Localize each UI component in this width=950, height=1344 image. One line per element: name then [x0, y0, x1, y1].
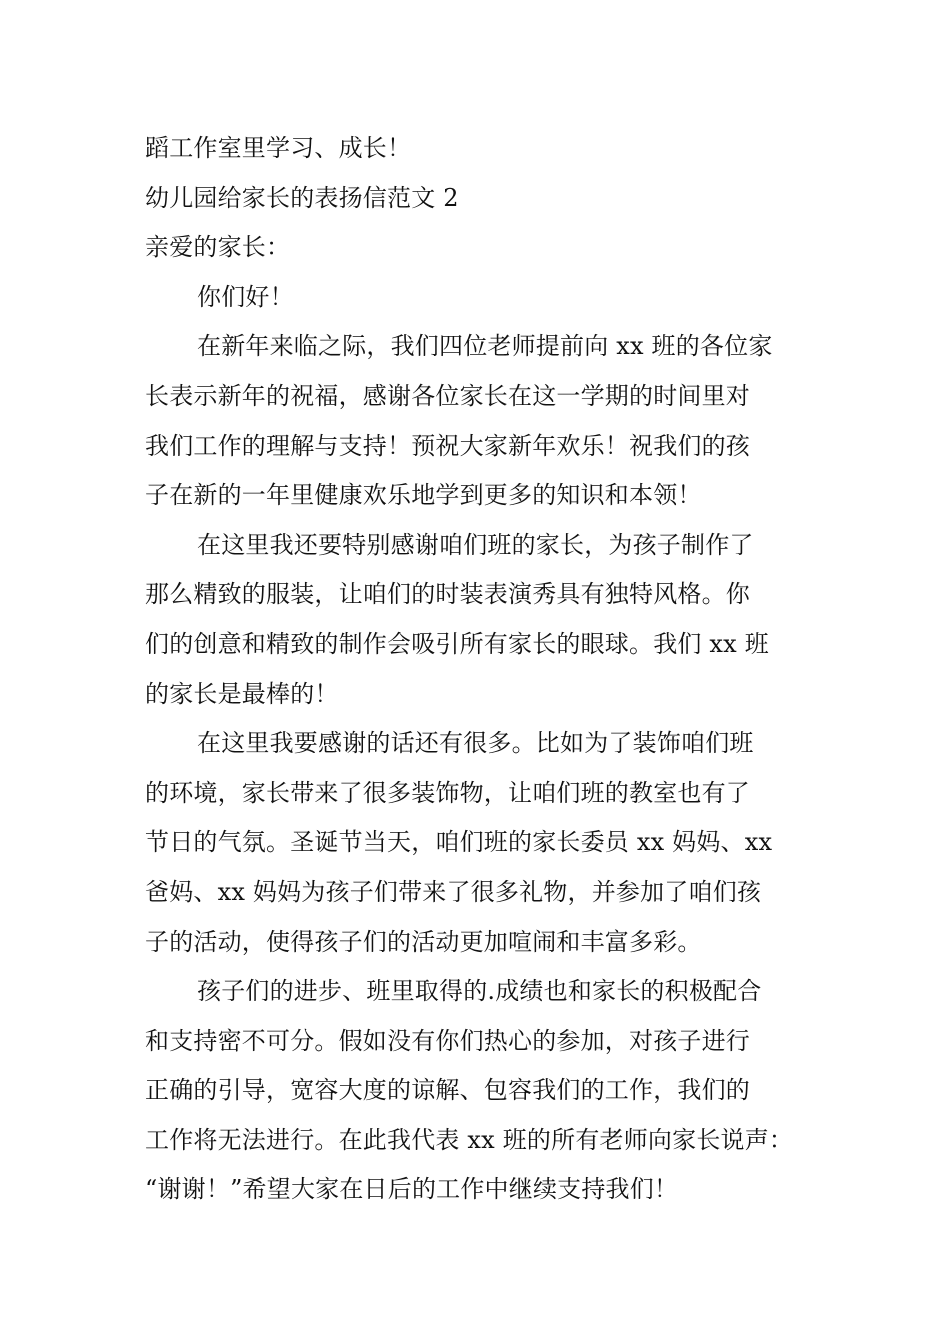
paragraph-4-line-2: 和支持密不可分。假如没有你们热心的参加，对孩子进行 [145, 1026, 750, 1055]
paragraph-4-line-1: 孩子们的进步、班里取得的.成绩也和家长的积极配合 [197, 977, 762, 1006]
paragraph-1-line-4: 子在新的一年里健康欢乐地学到更多的知识和本领！ [145, 481, 702, 510]
paragraph-2-line-3: 们的创意和精致的制作会吸引所有家长的眼球。我们 xx 班 [145, 629, 769, 658]
letter-title: 幼儿园给家长的表扬信范文 2 [145, 183, 459, 212]
paragraph-2-line-4: 的家长是最棒的！ [145, 679, 339, 708]
paragraph-1-line-2: 长表示新年的祝福，感谢各位家长在这一学期的时间里对 [145, 381, 750, 410]
salutation: 亲爱的家长： [145, 233, 291, 262]
paragraph-3-line-2: 的环境，家长带来了很多装饰物，让咱们班的教室也有了 [145, 778, 750, 807]
paragraph-1-line-1: 在新年来临之际，我们四位老师提前向 xx 班的各位家 [197, 332, 773, 361]
paragraph-3-line-3: 节日的气氛。圣诞节当天，咱们班的家长委员 xx 妈妈、xx [145, 828, 773, 857]
greeting: 你们好！ [197, 282, 294, 311]
paragraph-4-line-3: 正确的引导，宽容大度的谅解、包容我们的工作，我们的 [145, 1076, 750, 1105]
paragraph-2-line-1: 在这里我还要特别感谢咱们班的家长，为孩子制作了 [197, 530, 754, 559]
paragraph-3-line-1: 在这里我要感谢的话还有很多。比如为了装饰咱们班 [197, 729, 754, 758]
paragraph-4-line-5: “谢谢！”希望大家在日后的工作中继续支持我们！ [145, 1175, 679, 1204]
letter-body [145, 124, 815, 1215]
text-line-1: 蹈工作室里学习、成长！ [145, 134, 412, 162]
paragraph-2-line-2: 那么精致的服装，让咱们的时装表演秀具有独特风格。你 [145, 580, 750, 609]
paragraph-1-line-3: 我们工作的理解与支持！预祝大家新年欢乐！祝我们的孩 [145, 431, 750, 460]
paragraph-4-line-4: 工作将无法进行。在此我代表 xx 班的所有老师向家长说声： [145, 1125, 794, 1154]
paragraph-3-line-4: 爸妈、xx 妈妈为孩子们带来了很多礼物，并参加了咱们孩 [145, 877, 762, 906]
paragraph-3-line-5: 子的活动，使得孩子们的活动更加喧闹和丰富多彩。 [145, 927, 702, 956]
